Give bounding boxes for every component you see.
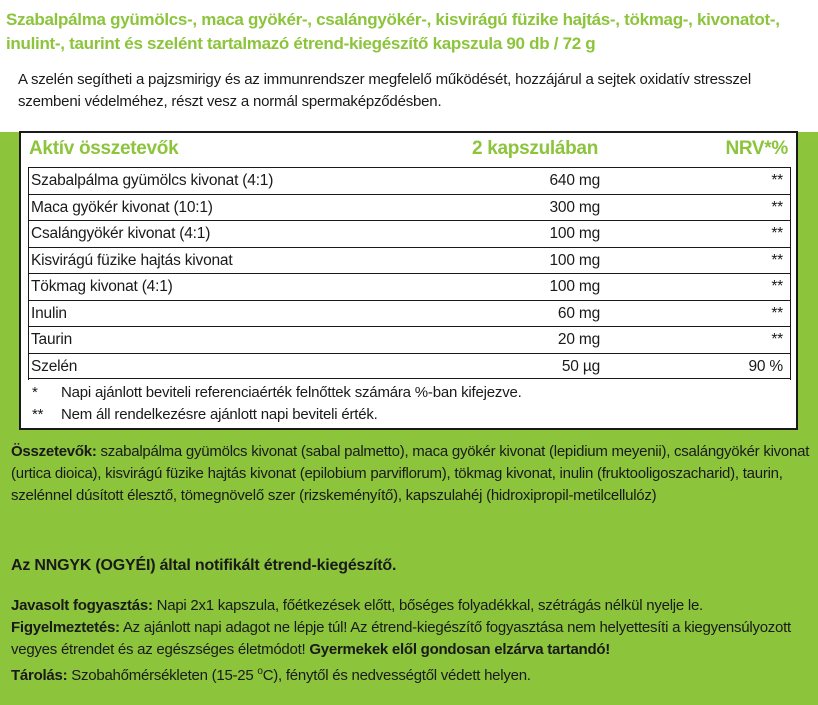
- footnote-mark: **: [32, 406, 44, 423]
- nutrition-table: [19, 131, 798, 430]
- row-nrv: **: [771, 251, 783, 269]
- table-row: [28, 220, 790, 247]
- footnote-mark: *: [32, 384, 38, 401]
- storage-text-after: C), fénytől és nedvességtől védett helyen.: [262, 667, 531, 684]
- table-row: [28, 300, 790, 327]
- row-name: Kisvirágú füzike hajtás kivonat: [31, 251, 233, 269]
- header-nrv: NRV*%: [725, 138, 788, 159]
- table-header: [21, 133, 796, 167]
- row-nrv: 90 %: [748, 357, 783, 375]
- intro-text: A szelén segítheti a pajzsmirigy és az immunrendszer megfelelő működését, hozzájárul a sejtek oxidatív stresszel szembeni védelméhez, részt vesz a normál spermaképződésben.: [18, 71, 751, 110]
- row-nrv: **: [771, 198, 783, 216]
- row-name: Szelén: [31, 357, 78, 375]
- row-amount: 640 mg: [549, 172, 600, 189]
- storage-text-before: Szobahőmérsékleten (15-25: [67, 667, 258, 684]
- table-row: [28, 273, 790, 300]
- row-nrv: **: [771, 304, 783, 322]
- table-row: [28, 194, 790, 221]
- header-active-ingredients: Aktív összetevők: [29, 138, 179, 159]
- row-nrv: **: [771, 278, 783, 295]
- storage-paragraph: [11, 661, 811, 687]
- row-amount: 50 µg: [561, 357, 600, 375]
- row-name: Tökmag kivonat (4:1): [31, 278, 173, 295]
- degree-mark: o: [257, 666, 263, 677]
- ingredients-label: Összetevők:: [11, 443, 97, 460]
- warning-text: Az ajánlott napi adagot ne lépje túl! Az étrend-kiegészítő fogyasztása nem helyettesíti a kiegyensúlyozott vegyes étrendet és az egészséges életmódot!: [11, 619, 791, 658]
- header-amount: 2 kapszulában: [472, 138, 598, 159]
- row-amount: 300 mg: [549, 198, 600, 216]
- notification-statement: Az NNGYK (OGYÉI) által notifikált étrend-kiegészítő.: [11, 557, 397, 574]
- usage-label: Javasolt fogyasztás:: [11, 597, 153, 614]
- row-name: Taurin: [31, 331, 73, 348]
- ingredients-text: szabalpálma gyümölcs kivonat (sabal palmetto), maca gyökér kivonat (lepidium meyenii), csalángyökér kivonat (urtica dioica), kisvirágú füzike hajtás kivonat (epilobium parviflorum), tökmag kivonat, inulin (fruktooligoszacharid), taurin, szelénnel dúsított élesztő, tömegnövelő szer (rizskeményítő), kapszulahéj (hidroxipropil-metilcellulóz): [11, 443, 810, 504]
- usage-text: Napi 2x1 kapszula, főétkezések előtt, bőséges folyadékkal, szétrágás nélkül nyelje le.: [152, 597, 703, 614]
- footnote-text: Nem áll rendelkezésre ajánlott napi beviteli érték.: [61, 406, 378, 423]
- row-name: Inulin: [31, 304, 67, 322]
- header-section: [0, 0, 818, 132]
- row-nrv: **: [771, 225, 783, 242]
- row-nrv: **: [771, 331, 783, 348]
- usage-paragraph: [11, 595, 811, 617]
- row-name: Csalángyökér kivonat (4:1): [31, 225, 211, 242]
- table-body: [28, 167, 790, 379]
- table-row: [28, 326, 790, 353]
- row-name: Szabalpálma gyümölcs kivonat (4:1): [31, 172, 274, 189]
- usage-section: [11, 595, 811, 687]
- table-right-border: [790, 167, 791, 380]
- table-row: [28, 247, 790, 274]
- table-footnotes: [32, 382, 792, 426]
- product-title: Szabalpálma gyümölcs-, maca gyökér-, csalángyökér-, kisvirágú füzike hajtás-, tökmag-, kivonatot-, inulint-, taurint és szelént tartalmazó étrend-kiegészítő kapszula 90 db / 72 g: [6, 10, 780, 53]
- row-amount: 60 mg: [557, 304, 600, 322]
- row-amount: 100 mg: [549, 278, 600, 295]
- row-amount: 100 mg: [549, 251, 600, 269]
- warning-label: Figyelmeztetés:: [11, 619, 120, 636]
- table-row: [28, 167, 790, 194]
- footnote-text: Napi ajánlott beviteli referenciaérték felnőttek számára %-ban kifejezve.: [61, 384, 522, 401]
- storage-label: Tárolás:: [11, 667, 68, 684]
- row-amount: 20 mg: [557, 331, 600, 348]
- ingredients-paragraph: [11, 441, 811, 507]
- warning-bold-text: Gyermekek elől gondosan elzárva tartandó!: [305, 641, 611, 658]
- row-nrv: **: [771, 172, 783, 189]
- warning-paragraph: [11, 617, 811, 661]
- footnote: [32, 404, 792, 426]
- table-row: [28, 353, 790, 380]
- footnote: [32, 382, 792, 404]
- row-amount: 100 mg: [549, 225, 600, 242]
- row-name: Maca gyökér kivonat (10:1): [31, 198, 213, 216]
